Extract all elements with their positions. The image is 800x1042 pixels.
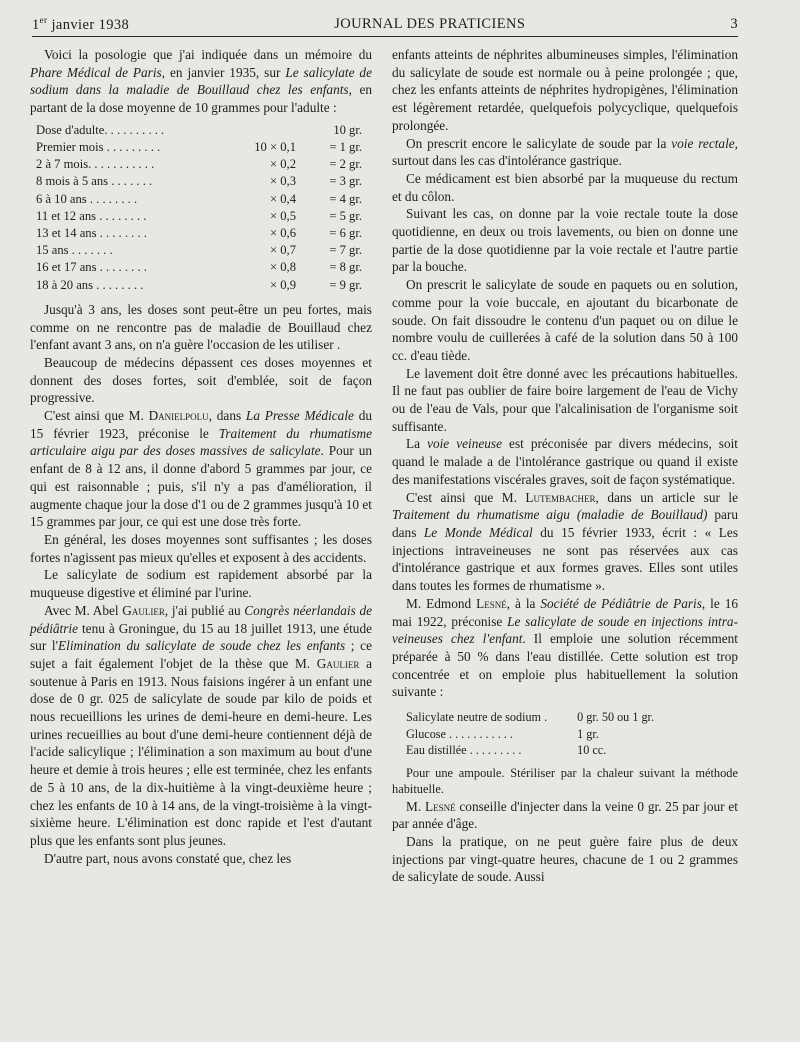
dosage-multiplier: × 0,4: [270, 191, 296, 206]
formula-table: [406, 709, 654, 759]
paragraph: Le salicylate de sodium est rapidement absorbé par la muqueuse digestive et éliminé par l'urine.: [30, 567, 372, 601]
paragraph: Suivant les cas, on donne par la voie rectale toute la dose quotidienne, en deux ou trois lavements, ou bien on donne une partie de la dose quotidienne par la voie rectale et l'autre partie par la bouche.: [392, 206, 738, 275]
dosage-row: [36, 173, 366, 190]
dosage-age: 18 à 20 ans . . . . . . . .: [36, 277, 144, 292]
dosage-multiplier: [206, 122, 296, 139]
dosage-result: = 7 gr.: [329, 243, 362, 258]
formula-row: [406, 726, 654, 743]
formula-note: Pour une ampoule. Stériliser par la chaleur suivant la méthode habituelle.: [392, 765, 738, 797]
dosage-row: [36, 225, 366, 242]
dosage-result: 10 gr.: [333, 122, 362, 137]
paragraph: On prescrit encore le salicylate de soude par la voie rectale, surtout dans les cas d'intolérance gastrique.: [392, 135, 738, 169]
paragraph: M. Lesné conseille d'injecter dans la veine 0 gr. 25 par jour et par année d'âge.: [392, 798, 738, 832]
dosage-result: = 8 gr.: [329, 260, 362, 275]
dosage-row: [36, 156, 366, 173]
ingredient-name: Eau distillée . . . . . . . . .: [406, 743, 522, 758]
dosage-age: Dose d'adulte. . . . . . . . . .: [36, 122, 165, 137]
dosage-row: [36, 208, 366, 225]
dosage-row: [36, 122, 366, 139]
paragraph: En général, les doses moyennes sont suffisantes ; les doses fortes n'agissent pas mieux qu'elles et exposent à des accidents.: [30, 531, 372, 565]
paragraph: D'autre part, nous avons constaté que, chez les: [44, 850, 292, 866]
paragraph: C'est ainsi que M. Lutembacher, dans un article sur le Traitement du rhumatisme aigu (maladie de Bouillaud) paru dans Le Monde Médical du 15 février 1933, écrit : « Les injections intraveineuses ne sont pas réservées aux cas d'intolérance gastrique et aux formes graves. Elles sont utiles dans toutes les formes de rhumatisme ».: [392, 489, 739, 594]
paragraph: Beaucoup de médecins dépassent ces doses moyennes et donnent des doses fortes, soit d'emblée, soit de façon progressive.: [30, 354, 372, 406]
dosage-row: [36, 277, 366, 294]
paragraph: Dans la pratique, on ne peut guère faire plus de deux injections par vingt-quatre heures, chacune de 1 ou 2 grammes de salicylate de soude. Aussi: [392, 833, 738, 885]
left-column: [30, 46, 372, 867]
dosage-age: 11 et 12 ans . . . . . . . .: [36, 208, 147, 223]
dosage-age: 6 à 10 ans . . . . . . . .: [36, 191, 138, 206]
ingredient-quantity: 1 gr.: [577, 726, 599, 741]
ingredient-name: Glucose . . . . . . . . . . .: [406, 726, 513, 741]
dosage-row: [36, 242, 366, 259]
paragraph: On prescrit le salicylate de soude en paquets ou en solution, comme pour la voie buccale, en ajoutant du bicarbonate de soude. On fait dissoudre le contenu d'un paquet ou on dilue le nombre voulu de cuillerées à café de la solution dans 50 à 100 cc. d'eau tiède.: [392, 277, 738, 363]
paragraph: Ce médicament est bien absorbé par la muqueuse du rectum et du côlon.: [392, 170, 738, 204]
dosage-age: 15 ans . . . . . . .: [36, 243, 113, 258]
ingredient-name: Salicylate neutre de sodium .: [406, 710, 548, 725]
dosage-age: 2 à 7 mois. . . . . . . . . . .: [36, 157, 155, 172]
dosage-age: 8 mois à 5 ans . . . . . . .: [36, 174, 153, 189]
dosage-table: [36, 122, 366, 294]
paragraph: Le lavement doit être donné avec les précautions habituelles. Il ne faut pas oublier de faire boire largement de l'eau de Vichy ou de l'eau de Vals, pour que l'alcalinisation de l'organisme soit suffisante.: [392, 365, 738, 434]
dosage-multiplier: × 0,6: [270, 226, 296, 241]
dosage-result: = 2 gr.: [329, 157, 362, 172]
dosage-result: = 9 gr.: [329, 277, 362, 292]
dosage-age: Premier mois . . . . . . . . .: [36, 140, 161, 155]
paragraph: enfants atteints de néphrites albumineuses simples, l'élimination du salicylate de soude est normale ou à peine prolongée ; que, chez les enfants atteints de néphrites hydropigènes, l'élimination est légèrement retardée, quelquefois polycyclique, quelquefois prolongée.: [392, 47, 738, 133]
journal-title: JOURNAL DES PRATICIENS: [334, 15, 526, 32]
dosage-row: [36, 191, 366, 208]
paragraph: Voici la posologie que j'ai indiquée dans un mémoire du Phare Médical de Paris, en janvier 1935, sur Le salicylate de sodium dans la maladie de Bouillaud chez les enfants, en partant de la dose moyenne de 10 grammes pour l'adulte :: [30, 47, 372, 116]
formula-row: [406, 742, 654, 759]
running-header: [32, 12, 738, 37]
dosage-multiplier: × 0,7: [270, 243, 296, 258]
right-column: [392, 46, 738, 886]
dosage-row: [36, 139, 366, 156]
dosage-age: 16 et 17 ans . . . . . . . .: [36, 260, 147, 275]
ingredient-quantity: 10 cc.: [577, 743, 607, 758]
dosage-multiplier: 10 × 0,1: [254, 140, 296, 155]
paragraph: C'est ainsi que M. Danielpolu, dans La Presse Médicale du 15 février 1923, préconise le Traitement du rhumatisme articulaire aigu par des doses massives de salicylate. Pour un enfant de 8 à 12 ans, il donne d'abord 5 grammes par jour, ce qui est raisonnable ; puis, s'il n'y a pas d'amélioration, il augmente chaque jour la dose d'1 ou de 2 grammes jusqu'à 10 et 15 grammes par jour, ce qui est une dose très forte.: [30, 408, 373, 530]
dosage-result: = 6 gr.: [329, 226, 362, 241]
dosage-age: 13 et 14 ans . . . . . . . .: [36, 226, 147, 241]
dosage-multiplier: × 0,9: [270, 277, 296, 292]
dosage-multiplier: × 0,5: [270, 208, 296, 223]
dosage-multiplier: × 0,3: [270, 174, 296, 189]
paragraph: M. Edmond Lesné, à la Société de Pédiâtrie de Paris, le 16 mai 1922, préconise Le salicylate de soude en injections intra-veineuses chez l'enfant. Il emploie une solution récemment préparée à 50 % dans l'eau distillée. Cette solution est trop concentrée et on emploie plus habituellement la solution suivante :: [392, 595, 739, 700]
dosage-multiplier: × 0,8: [270, 260, 296, 275]
ingredient-quantity: 0 gr. 50 ou 1 gr.: [577, 710, 654, 725]
dosage-result: = 3 gr.: [329, 174, 362, 189]
page-number: 3: [730, 15, 738, 32]
paragraph: Jusqu'à 3 ans, les doses sont peut-être un peu fortes, mais comme on ne rencontre pas de maladie de Bouillaud chez l'enfant avant 3 ans, on n'a guère l'occasion de les utiliser .: [30, 301, 372, 353]
paragraph: La voie veineuse est préconisée par divers médecins, soit quand le malade a de l'intolérance gastrique ou quand il existe des manifestations viscérales graves, soit de façon systématique.: [392, 436, 738, 487]
dosage-result: = 5 gr.: [329, 208, 362, 223]
dosage-row: [36, 259, 366, 276]
header-date: 1er janvier 1938: [32, 14, 130, 33]
formula-row: [406, 709, 654, 726]
dosage-result: = 1 gr.: [329, 140, 362, 155]
dosage-result: = 4 gr.: [329, 191, 362, 206]
dosage-multiplier: × 0,2: [270, 157, 296, 172]
paragraph: Avec M. Abel Gaulier, j'ai publié au Congrès néerlandais de pédiâtrie tenu à Groningue, du 15 au 18 juillet 1913, une étude sur l'Elimination du salicylate de soude chez les enfants ; ce sujet a fait également l'objet de la thèse que M. Gaulier a soutenue à Paris en 1913. Nous faisions ingérer à un enfant une dose de 0 gr. 025 de salicylate de soude par kilo de poids et nous recueillions les urines de demi-heure en demi-heure. Les urines recueillies au bout d'une demi-heure contiennent déjà de l'acide salicylique ; l'élimination a son maximum au bout d'une heure et demie à trois heures ; elle est terminée, chez les enfants de 5 à 10 ans, de la dix-huitième à la vingt-deuxième heure ; chez les enfants de 10 à 14 ans, de la vingt-troisième à la vingt-sixième heure. L'élimination est donc rapide et l'est d'autant plus que les enfants sont plus jeunes.: [30, 602, 372, 848]
